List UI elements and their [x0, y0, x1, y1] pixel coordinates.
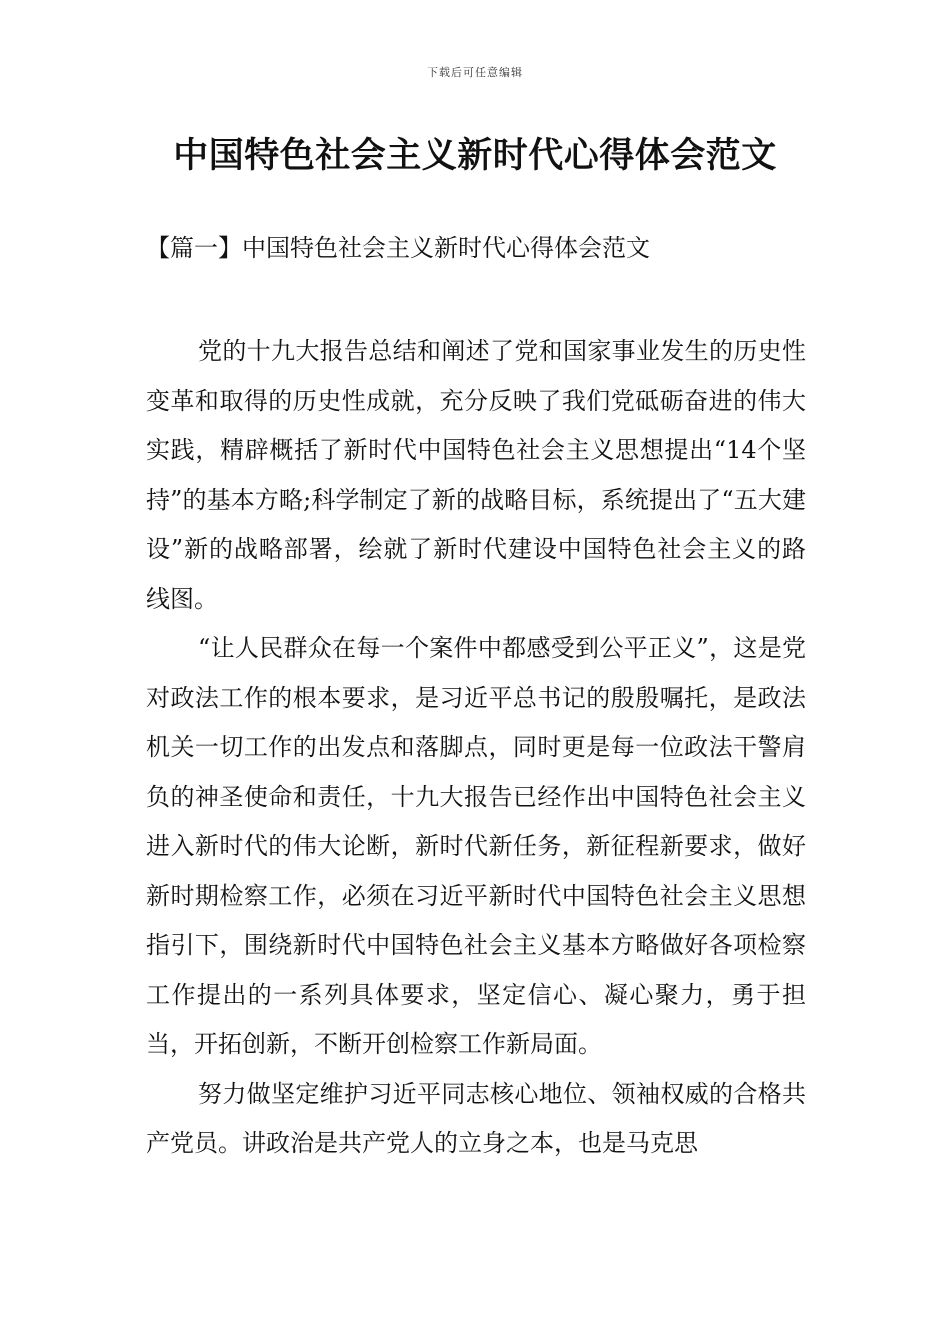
header-note: 下载后可任意编辑 — [427, 66, 523, 79]
document-title: 中国特色社会主义新时代心得体会范文 — [173, 136, 777, 176]
body-text — [146, 327, 806, 1169]
section-heading: 【篇一】中国特色社会主义新时代心得体会范文 — [146, 234, 650, 262]
paragraph: 党的十九大报告总结和阐述了党和国家事业发生的历史性变革和取得的历史性成就，充分反映了我们党砥砺奋进的伟大实践，精辟概括了新时代中国特色社会主义思想提出“14个坚持”的基本方略;科学制定了新的战略目标，系统提出了“五大建设”新的战略部署，绘就了新时代建设中国特色社会主义的路线图。 — [146, 337, 806, 613]
paragraph: “让人民群众在每一个案件中都感受到公平正义”，这是党对政法工作的根本要求，是习近平总书记的殷殷嘱托，是政法机关一切工作的出发点和落脚点，同时更是每一位政法干警肩负的神圣使命和责任，十九大报告已经作出中国特色社会主义进入新时代的伟大论断，新时代新任务，新征程新要求，做好新时期检察工作，必须在习近平新时代中国特色社会主义思想指引下，围绕新时代中国特色社会主义基本方略做好各项检察工作提出的一系列具体要求，坚定信心、凝心聚力，勇于担当，开拓创新，不断开创检察工作新局面。 — [146, 634, 806, 1058]
paragraph: 努力做坚定维护习近平同志核心地位、领袖权威的合格共产党员。讲政治是共产党人的立身之本，也是马克思 — [146, 1079, 806, 1157]
